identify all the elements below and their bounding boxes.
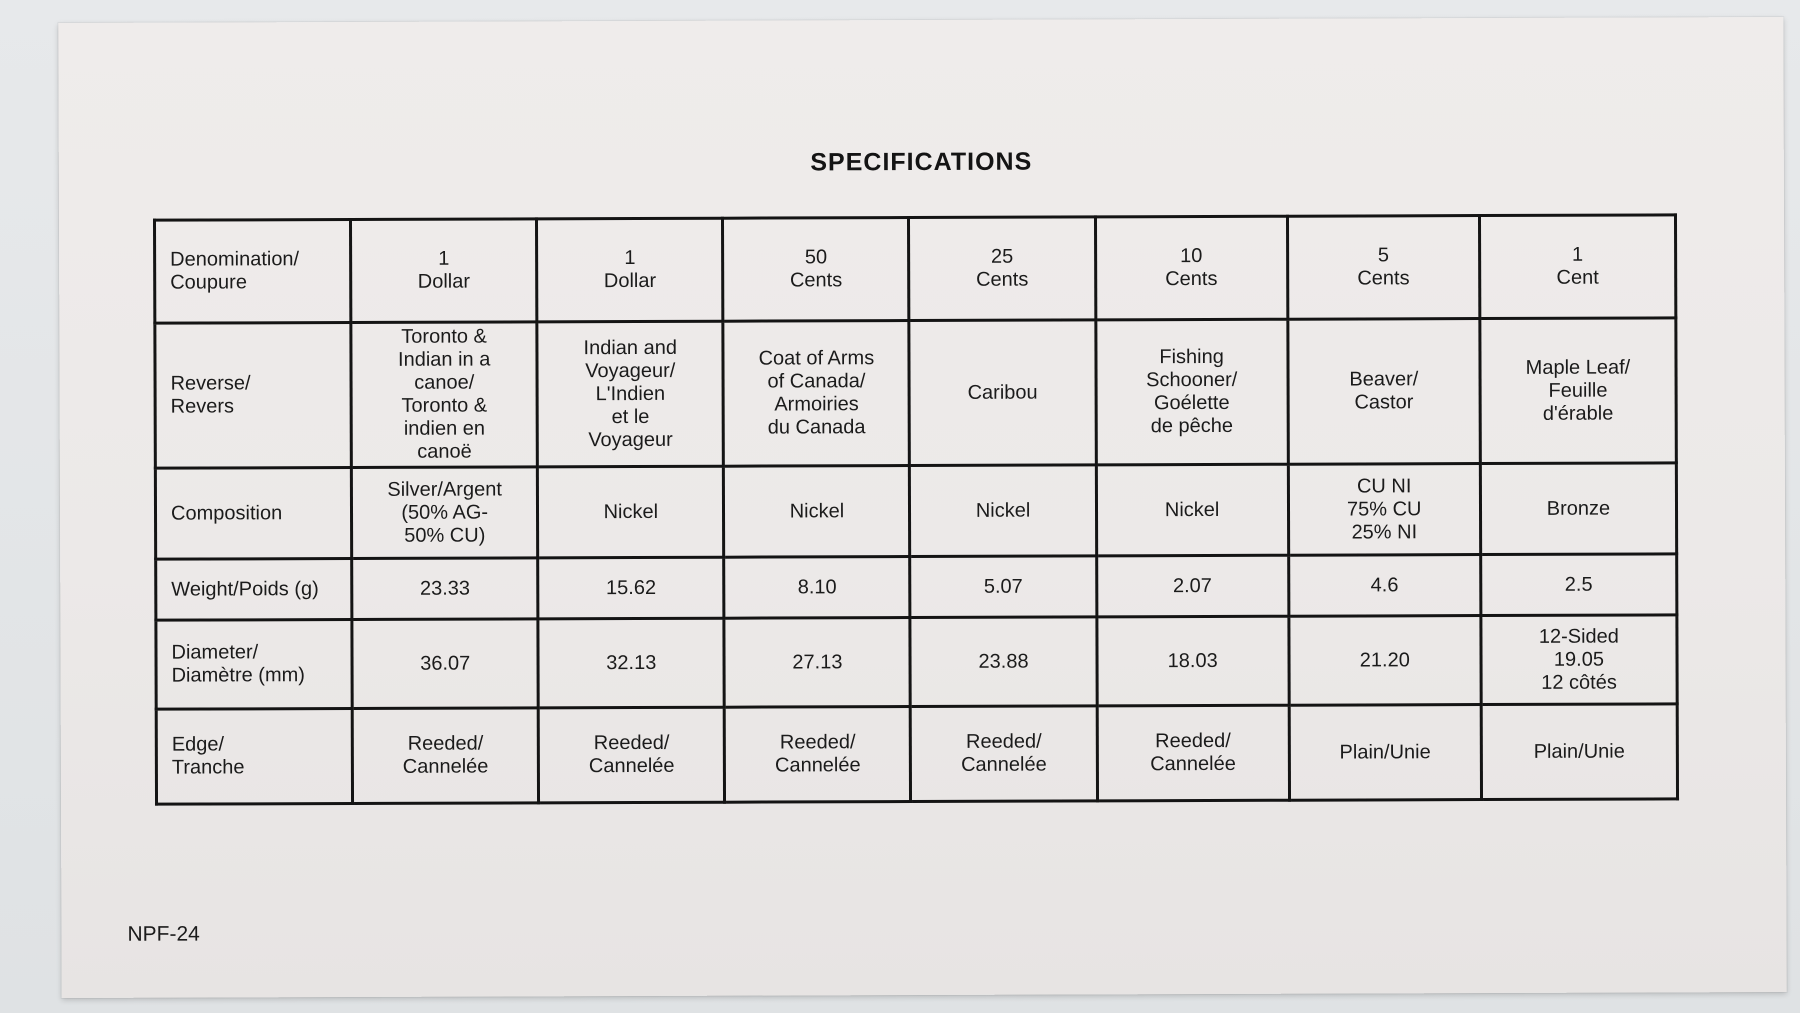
card-title: SPECIFICATIONS — [810, 147, 1033, 177]
table-cell: 5.07 — [910, 556, 1096, 618]
table-cell: CU NI 75% CU 25% NI — [1288, 464, 1480, 556]
table-cell: 12-Sided 19.05 12 côtés — [1481, 615, 1677, 705]
row-header-weight: Weight/Poids (g) — [156, 558, 352, 620]
table-cell: Reeded/ Cannelée — [911, 706, 1097, 802]
specifications-table — [153, 213, 1679, 805]
row-header-diameter: Diameter/ Diamètre (mm) — [156, 619, 352, 709]
table-cell: 2.5 — [1480, 554, 1676, 616]
row-header-denomination: Denomination/ Coupure — [154, 219, 350, 323]
table-cell: 1 Cent — [1479, 215, 1676, 319]
form-code: NPF-24 — [127, 922, 200, 946]
table-row-denomination — [154, 215, 1675, 323]
table-cell: Fishing Schooner/ Goélette de pêche — [1095, 319, 1288, 465]
table-cell: 50 Cents — [723, 218, 909, 322]
table-cell: 10 Cents — [1095, 216, 1287, 320]
table-cell: Nickel — [910, 465, 1096, 557]
table-cell: 27.13 — [724, 618, 910, 708]
table-cell: Reeded/ Cannelée — [1097, 705, 1289, 801]
table-row-edge — [156, 704, 1677, 804]
table-cell: 1 Dollar — [351, 219, 537, 323]
table-cell: Reeded/ Cannelée — [538, 707, 724, 803]
table-cell: 1 Dollar — [537, 218, 723, 322]
table-cell: Plain/Unie — [1481, 704, 1678, 800]
row-header-edge: Edge/ Tranche — [156, 708, 352, 804]
table-cell: Bronze — [1480, 463, 1677, 555]
table-cell: Coat of Arms of Canada/ Armoiries du Canada — [723, 321, 910, 467]
table-cell: Caribou — [909, 320, 1096, 466]
table-cell: Maple Leaf/ Feuille d'érable — [1480, 318, 1677, 464]
table-row-reverse — [155, 318, 1676, 468]
table-cell: Nickel — [538, 466, 724, 558]
table-cell: Toronto & Indian in a canoe/ Toronto & indien en canoë — [351, 322, 538, 468]
table-cell: 8.10 — [724, 557, 910, 619]
table-cell: 18.03 — [1096, 616, 1288, 706]
table-cell: Nickel — [1096, 464, 1288, 556]
table-cell: 15.62 — [538, 557, 724, 619]
table-cell: 21.20 — [1289, 616, 1481, 706]
table-cell: Silver/Argent (50% AG- 50% CU) — [351, 467, 537, 559]
table-cell: 5 Cents — [1287, 216, 1479, 320]
table-cell: 2.07 — [1096, 555, 1288, 617]
specification-card — [58, 17, 1786, 998]
row-header-reverse: Reverse/ Revers — [155, 322, 352, 468]
table-row-diameter — [156, 615, 1677, 709]
table-row-weight — [156, 554, 1677, 620]
table-cell: Plain/Unie — [1289, 705, 1481, 801]
table-cell: 23.88 — [910, 617, 1096, 707]
table-cell: 4.6 — [1288, 555, 1480, 617]
table-cell: 32.13 — [538, 618, 724, 708]
row-header-composition: Composition — [155, 467, 351, 559]
table-cell: 36.07 — [352, 619, 538, 709]
table-cell: Indian and Voyageur/ L'Indien et le Voyageur — [537, 321, 724, 467]
table-cell: 25 Cents — [909, 217, 1095, 321]
table-cell: Beaver/ Castor — [1288, 319, 1481, 465]
table-cell: 23.33 — [352, 558, 538, 620]
table-row-composition — [155, 463, 1676, 559]
table-cell: Nickel — [724, 466, 910, 558]
table-cell: Reeded/ Cannelée — [725, 707, 911, 803]
table-cell: Reeded/ Cannelée — [352, 708, 538, 804]
